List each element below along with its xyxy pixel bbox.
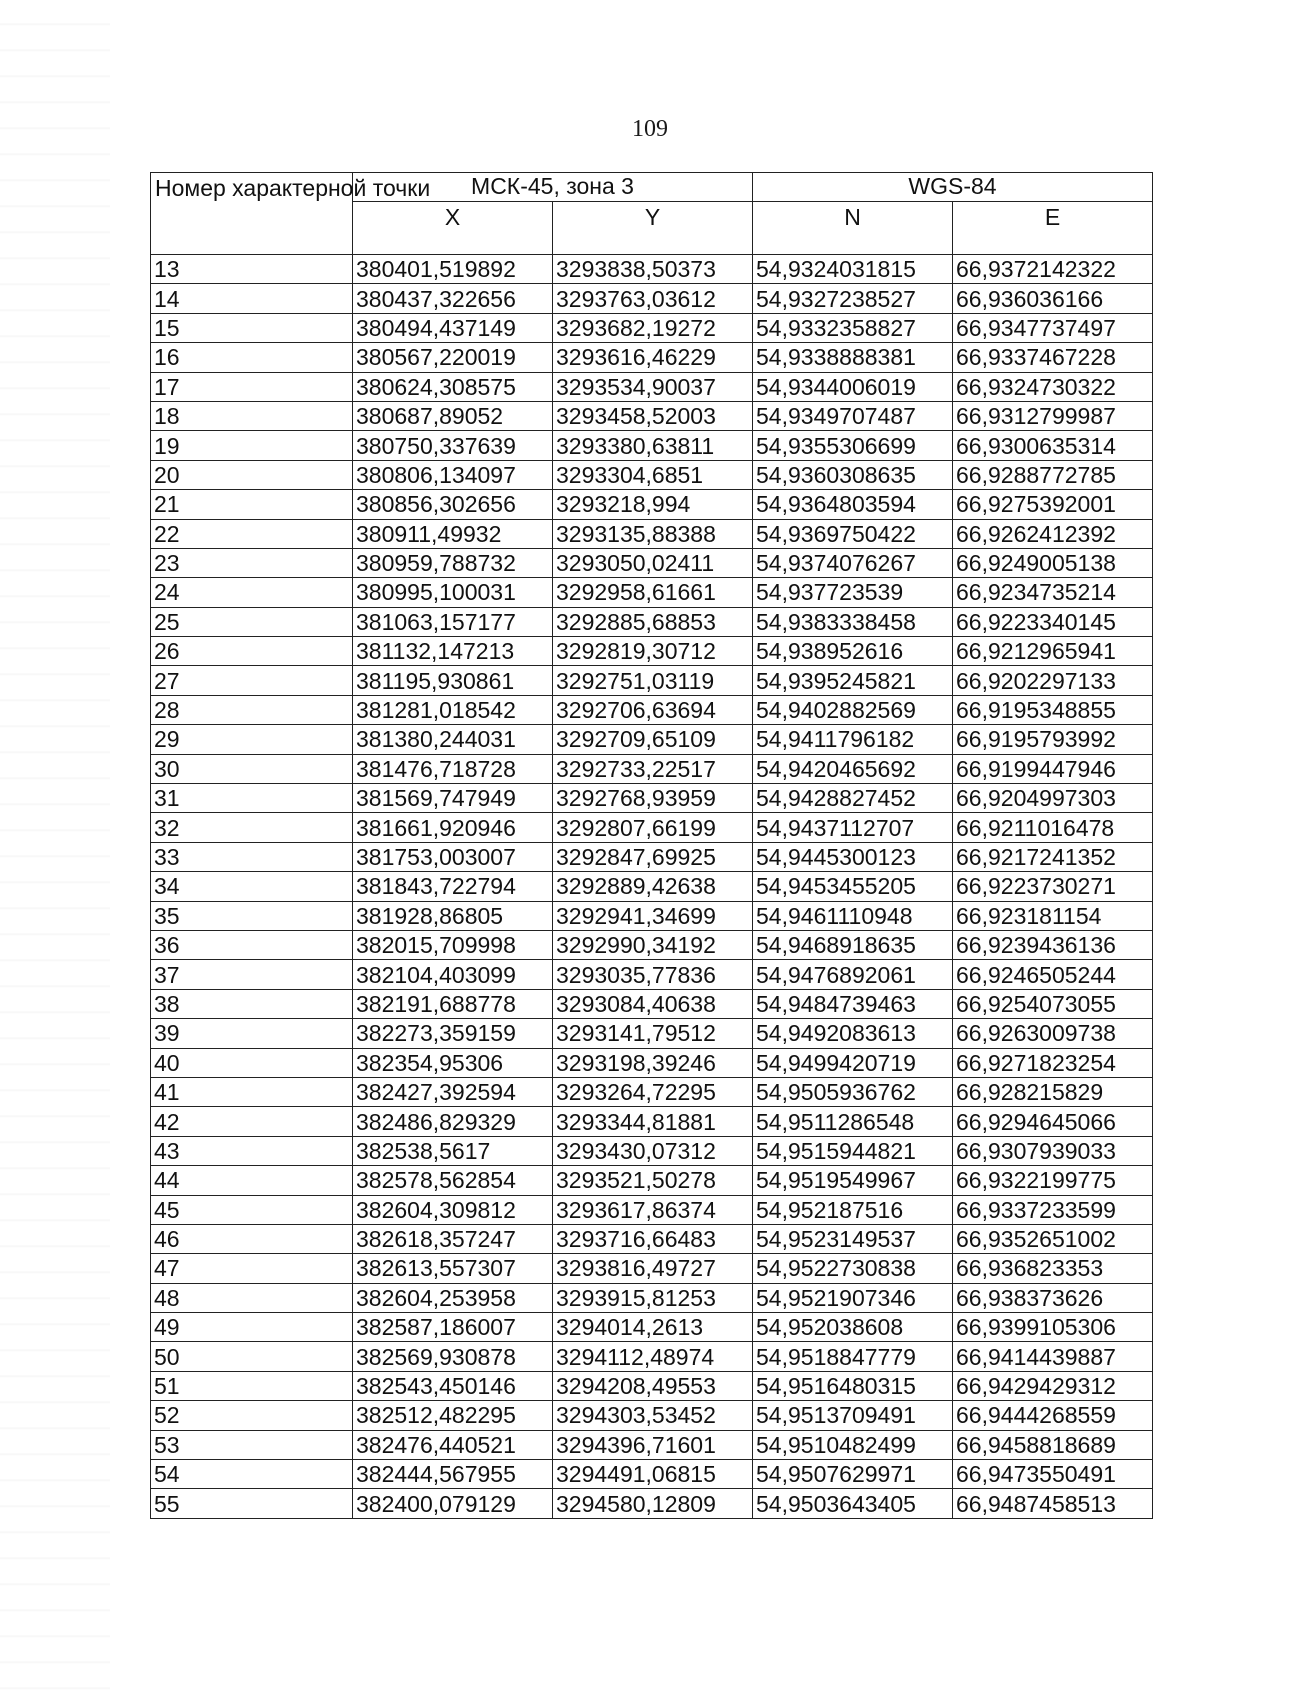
cell-wgs-n: 54,9338888381 [753,343,953,372]
cell-msk-x: 380856,302656 [353,490,553,519]
cell-msk-x: 382015,709998 [353,930,553,959]
cell-point-number: 37 [151,960,353,989]
cell-point-number: 17 [151,372,353,401]
table-row [151,813,1153,842]
cell-point-number: 34 [151,872,353,901]
cell-wgs-e: 66,9263009738 [953,1019,1153,1048]
cell-wgs-n: 54,9360308635 [753,460,953,489]
table-row [151,460,1153,489]
cell-msk-y: 3292819,30712 [553,637,753,666]
cell-point-number: 40 [151,1048,353,1077]
cell-msk-x: 381843,722794 [353,872,553,901]
cell-msk-x: 382604,253958 [353,1283,553,1312]
cell-wgs-n: 54,9344006019 [753,372,953,401]
cell-msk-y: 3293617,86374 [553,1195,753,1224]
cell-wgs-e: 66,9399105306 [953,1313,1153,1342]
cell-msk-y: 3293521,50278 [553,1166,753,1195]
cell-wgs-e: 66,9211016478 [953,813,1153,842]
cell-wgs-n: 54,9492083613 [753,1019,953,1048]
table-row [151,255,1153,284]
cell-point-number: 35 [151,901,353,930]
cell-wgs-e: 66,936036166 [953,284,1153,313]
cell-msk-y: 3292709,65109 [553,725,753,754]
cell-wgs-e: 66,9202297133 [953,666,1153,695]
cell-wgs-n: 54,9503643405 [753,1489,953,1518]
cell-wgs-n: 54,9519549967 [753,1166,953,1195]
cell-wgs-n: 54,9484739463 [753,989,953,1018]
cell-msk-x: 381753,003007 [353,842,553,871]
cell-msk-y: 3293264,72295 [553,1077,753,1106]
cell-wgs-e: 66,9271823254 [953,1048,1153,1077]
coordinates-table [150,172,1153,1519]
table-row [151,666,1153,695]
cell-wgs-e: 66,936823353 [953,1254,1153,1283]
cell-msk-x: 382444,567955 [353,1460,553,1489]
table-row [151,401,1153,430]
cell-wgs-e: 66,9487458513 [953,1489,1153,1518]
table-row [151,490,1153,519]
cell-msk-x: 380959,788732 [353,548,553,577]
cell-msk-y: 3292958,61661 [553,578,753,607]
cell-wgs-e: 66,9249005138 [953,548,1153,577]
cell-wgs-n: 54,9511286548 [753,1107,953,1136]
cell-msk-y: 3293084,40638 [553,989,753,1018]
cell-wgs-e: 66,9275392001 [953,490,1153,519]
cell-point-number: 53 [151,1430,353,1459]
cell-msk-x: 382273,359159 [353,1019,553,1048]
table-row [151,1077,1153,1106]
cell-wgs-e: 66,9246505244 [953,960,1153,989]
table-row [151,989,1153,1018]
cell-point-number: 33 [151,842,353,871]
cell-msk-y: 3292733,22517 [553,754,753,783]
cell-wgs-n: 54,952038608 [753,1313,953,1342]
cell-msk-x: 381063,157177 [353,607,553,636]
cell-wgs-n: 54,937723539 [753,578,953,607]
cell-msk-y: 3293763,03612 [553,284,753,313]
cell-msk-x: 382104,403099 [353,960,553,989]
cell-point-number: 27 [151,666,353,695]
cell-wgs-n: 54,9521907346 [753,1283,953,1312]
cell-wgs-e: 66,9444268559 [953,1401,1153,1430]
cell-wgs-n: 54,9395245821 [753,666,953,695]
cell-wgs-e: 66,9300635314 [953,431,1153,460]
cell-msk-y: 3292768,93959 [553,784,753,813]
cell-msk-y: 3293534,90037 [553,372,753,401]
cell-point-number: 55 [151,1489,353,1518]
cell-wgs-n: 54,9468918635 [753,930,953,959]
cell-msk-y: 3293816,49727 [553,1254,753,1283]
table-row [151,1254,1153,1283]
cell-point-number: 39 [151,1019,353,1048]
cell-wgs-n: 54,9510482499 [753,1430,953,1459]
cell-wgs-n: 54,9505936762 [753,1077,953,1106]
cell-msk-x: 380401,519892 [353,255,553,284]
cell-wgs-n: 54,9453455205 [753,872,953,901]
cell-msk-x: 381195,930861 [353,666,553,695]
cell-point-number: 45 [151,1195,353,1224]
cell-wgs-e: 66,9212965941 [953,637,1153,666]
cell-point-number: 42 [151,1107,353,1136]
cell-msk-y: 3293430,07312 [553,1136,753,1165]
table-row [151,725,1153,754]
cell-point-number: 20 [151,460,353,489]
table-row [151,1166,1153,1195]
table-row [151,842,1153,871]
cell-wgs-e: 66,9337233599 [953,1195,1153,1224]
header-col-e: E [953,202,1153,255]
table-row [151,1136,1153,1165]
cell-wgs-n: 54,9420465692 [753,754,953,783]
cell-wgs-n: 54,9499420719 [753,1048,953,1077]
cell-msk-y: 3292706,63694 [553,695,753,724]
cell-wgs-n: 54,9516480315 [753,1371,953,1400]
cell-wgs-n: 54,9515944821 [753,1136,953,1165]
cell-wgs-e: 66,9199447946 [953,754,1153,783]
table-row [151,1401,1153,1430]
cell-msk-x: 382604,309812 [353,1195,553,1224]
table-row [151,1371,1153,1400]
cell-msk-y: 3294396,71601 [553,1430,753,1459]
table-row [151,548,1153,577]
cell-wgs-e: 66,923181154 [953,901,1153,930]
cell-wgs-n: 54,9522730838 [753,1254,953,1283]
table-row [151,607,1153,636]
cell-msk-y: 3292941,34699 [553,901,753,930]
table-body [151,255,1153,1519]
cell-msk-x: 380437,322656 [353,284,553,313]
table-row [151,372,1153,401]
cell-point-number: 50 [151,1342,353,1371]
cell-wgs-n: 54,9461110948 [753,901,953,930]
cell-msk-y: 3294580,12809 [553,1489,753,1518]
cell-wgs-e: 66,9217241352 [953,842,1153,871]
cell-point-number: 47 [151,1254,353,1283]
table-header [151,173,1153,255]
cell-point-number: 21 [151,490,353,519]
cell-point-number: 30 [151,754,353,783]
header-col-x: X [353,202,553,255]
cell-msk-x: 380494,437149 [353,313,553,342]
cell-wgs-e: 66,9195348855 [953,695,1153,724]
page-number: 109 [632,116,668,142]
table-row [151,1460,1153,1489]
cell-msk-x: 380995,100031 [353,578,553,607]
cell-wgs-e: 66,9195793992 [953,725,1153,754]
cell-msk-x: 381132,147213 [353,637,553,666]
cell-msk-y: 3292885,68853 [553,607,753,636]
cell-msk-y: 3293304,6851 [553,460,753,489]
table-row [151,578,1153,607]
cell-msk-y: 3294303,53452 [553,1401,753,1430]
cell-point-number: 25 [151,607,353,636]
cell-wgs-n: 54,9364803594 [753,490,953,519]
table-row [151,1019,1153,1048]
cell-wgs-e: 66,9337467228 [953,343,1153,372]
cell-msk-y: 3293915,81253 [553,1283,753,1312]
cell-msk-y: 3293380,63811 [553,431,753,460]
cell-msk-y: 3292807,66199 [553,813,753,842]
cell-wgs-n: 54,9476892061 [753,960,953,989]
table-row [151,343,1153,372]
cell-wgs-n: 54,9507629971 [753,1460,953,1489]
cell-wgs-n: 54,9383338458 [753,607,953,636]
cell-wgs-n: 54,9324031815 [753,255,953,284]
cell-point-number: 36 [151,930,353,959]
cell-point-number: 31 [151,784,353,813]
cell-point-number: 29 [151,725,353,754]
cell-msk-x: 382427,392594 [353,1077,553,1106]
cell-wgs-e: 66,9288772785 [953,460,1153,489]
cell-point-number: 28 [151,695,353,724]
cell-point-number: 54 [151,1460,353,1489]
cell-point-number: 16 [151,343,353,372]
cell-wgs-e: 66,9458818689 [953,1430,1153,1459]
cell-msk-x: 380624,308575 [353,372,553,401]
cell-wgs-n: 54,952187516 [753,1195,953,1224]
cell-msk-y: 3292847,69925 [553,842,753,871]
cell-msk-y: 3293135,88388 [553,519,753,548]
table-row [151,1224,1153,1253]
header-col-n: N [753,202,953,255]
cell-msk-x: 382191,688778 [353,989,553,1018]
cell-msk-y: 3293344,81881 [553,1107,753,1136]
cell-msk-y: 3293050,02411 [553,548,753,577]
cell-point-number: 38 [151,989,353,1018]
cell-wgs-e: 66,9262412392 [953,519,1153,548]
cell-msk-y: 3294014,2613 [553,1313,753,1342]
table-row [151,1489,1153,1518]
cell-msk-y: 3293141,79512 [553,1019,753,1048]
cell-msk-x: 382543,450146 [353,1371,553,1400]
cell-wgs-e: 66,9324730322 [953,372,1153,401]
cell-wgs-e: 66,9414439887 [953,1342,1153,1371]
cell-wgs-e: 66,9429429312 [953,1371,1153,1400]
cell-msk-y: 3292889,42638 [553,872,753,901]
table-row [151,637,1153,666]
header-point-number: Номер характерной точки [151,173,353,255]
cell-msk-y: 3293218,994 [553,490,753,519]
cell-msk-x: 382538,5617 [353,1136,553,1165]
table-row [151,1430,1153,1459]
cell-wgs-n: 54,9513709491 [753,1401,953,1430]
cell-msk-y: 3292990,34192 [553,930,753,959]
cell-wgs-n: 54,9369750422 [753,519,953,548]
cell-msk-y: 3293616,46229 [553,343,753,372]
cell-msk-x: 382613,557307 [353,1254,553,1283]
cell-wgs-e: 66,9239436136 [953,930,1153,959]
cell-msk-x: 382512,482295 [353,1401,553,1430]
table-row [151,431,1153,460]
cell-msk-x: 382354,95306 [353,1048,553,1077]
cell-point-number: 23 [151,548,353,577]
cell-msk-x: 380687,89052 [353,401,553,430]
cell-wgs-n: 54,9332358827 [753,313,953,342]
cell-wgs-e: 66,9223730271 [953,872,1153,901]
table-row [151,930,1153,959]
cell-wgs-n: 54,9428827452 [753,784,953,813]
cell-wgs-n: 54,9411796182 [753,725,953,754]
cell-point-number: 14 [151,284,353,313]
cell-wgs-n: 54,9374076267 [753,548,953,577]
cell-wgs-e: 66,9347737497 [953,313,1153,342]
cell-msk-y: 3293458,52003 [553,401,753,430]
scan-edge-noise [0,0,110,1696]
cell-msk-y: 3293716,66483 [553,1224,753,1253]
cell-msk-y: 3294112,48974 [553,1342,753,1371]
cell-point-number: 49 [151,1313,353,1342]
cell-wgs-e: 66,9312799987 [953,401,1153,430]
cell-wgs-n: 54,9445300123 [753,842,953,871]
cell-point-number: 43 [151,1136,353,1165]
cell-wgs-n: 54,938952616 [753,637,953,666]
cell-msk-x: 382578,562854 [353,1166,553,1195]
cell-wgs-e: 66,938373626 [953,1283,1153,1312]
cell-wgs-e: 66,9473550491 [953,1460,1153,1489]
cell-msk-x: 381569,747949 [353,784,553,813]
cell-wgs-e: 66,9223340145 [953,607,1153,636]
cell-wgs-e: 66,9234735214 [953,578,1153,607]
cell-wgs-n: 54,9402882569 [753,695,953,724]
cell-point-number: 48 [151,1283,353,1312]
cell-wgs-e: 66,9254073055 [953,989,1153,1018]
cell-msk-x: 382618,357247 [353,1224,553,1253]
cell-wgs-n: 54,9349707487 [753,401,953,430]
table-row [151,313,1153,342]
cell-wgs-e: 66,9204997303 [953,784,1153,813]
cell-wgs-n: 54,9355306699 [753,431,953,460]
cell-msk-y: 3294491,06815 [553,1460,753,1489]
table-row [151,960,1153,989]
cell-point-number: 52 [151,1401,353,1430]
cell-msk-x: 382476,440521 [353,1430,553,1459]
cell-point-number: 13 [151,255,353,284]
cell-point-number: 18 [151,401,353,430]
cell-point-number: 22 [151,519,353,548]
cell-wgs-e: 66,9294645066 [953,1107,1153,1136]
header-wgs84: WGS-84 [753,173,1153,202]
cell-msk-x: 381476,718728 [353,754,553,783]
table-row [151,1342,1153,1371]
cell-point-number: 32 [151,813,353,842]
cell-msk-x: 381661,920946 [353,813,553,842]
table-row [151,901,1153,930]
header-msk45-zone3: МСК-45, зона 3 [353,173,753,202]
cell-msk-y: 3293838,50373 [553,255,753,284]
cell-wgs-e: 66,9372142322 [953,255,1153,284]
cell-msk-x: 382486,829329 [353,1107,553,1136]
cell-msk-y: 3293682,19272 [553,313,753,342]
cell-msk-x: 382569,930878 [353,1342,553,1371]
cell-point-number: 41 [151,1077,353,1106]
cell-msk-x: 380911,49932 [353,519,553,548]
table-row [151,1048,1153,1077]
cell-msk-y: 3293035,77836 [553,960,753,989]
cell-wgs-n: 54,9437112707 [753,813,953,842]
table-row [151,519,1153,548]
header-col-y: Y [553,202,753,255]
cell-point-number: 15 [151,313,353,342]
cell-wgs-n: 54,9327238527 [753,284,953,313]
table-row [151,284,1153,313]
cell-msk-x: 380750,337639 [353,431,553,460]
cell-msk-y: 3292751,03119 [553,666,753,695]
table-row [151,784,1153,813]
cell-wgs-e: 66,9322199775 [953,1166,1153,1195]
cell-point-number: 44 [151,1166,353,1195]
cell-wgs-e: 66,9307939033 [953,1136,1153,1165]
cell-point-number: 46 [151,1224,353,1253]
cell-msk-x: 382400,079129 [353,1489,553,1518]
cell-msk-y: 3293198,39246 [553,1048,753,1077]
header-row-groups [151,173,1153,202]
cell-msk-x: 381928,86805 [353,901,553,930]
cell-wgs-n: 54,9518847779 [753,1342,953,1371]
cell-msk-x: 382587,186007 [353,1313,553,1342]
cell-point-number: 19 [151,431,353,460]
table-row [151,872,1153,901]
cell-wgs-e: 66,928215829 [953,1077,1153,1106]
cell-msk-x: 381281,018542 [353,695,553,724]
table-row [151,1283,1153,1312]
table-row [151,1313,1153,1342]
cell-msk-y: 3294208,49553 [553,1371,753,1400]
table-row [151,1107,1153,1136]
cell-wgs-e: 66,9352651002 [953,1224,1153,1253]
cell-msk-x: 380806,134097 [353,460,553,489]
cell-msk-x: 380567,220019 [353,343,553,372]
table-row [151,695,1153,724]
cell-msk-x: 381380,244031 [353,725,553,754]
table-row [151,754,1153,783]
cell-point-number: 51 [151,1371,353,1400]
cell-wgs-n: 54,9523149537 [753,1224,953,1253]
cell-point-number: 26 [151,637,353,666]
cell-point-number: 24 [151,578,353,607]
table-row [151,1195,1153,1224]
